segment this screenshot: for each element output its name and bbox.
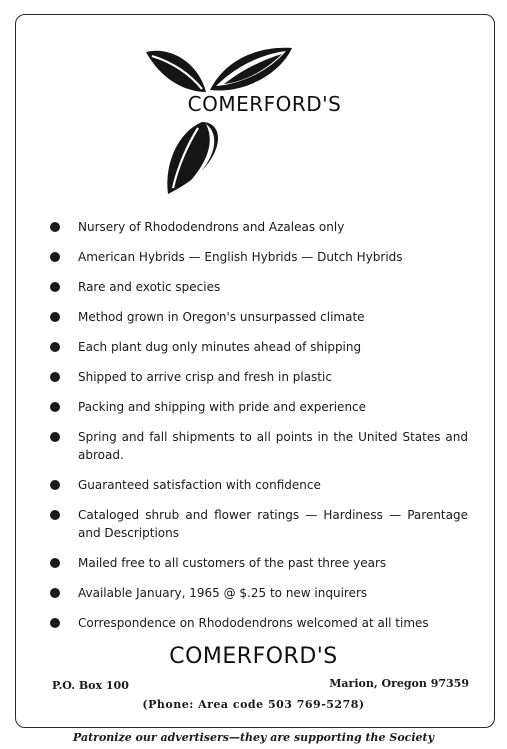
city-address: Marion, Oregon 97359 [329,677,469,690]
feature-item [48,614,468,632]
bullet-icon [50,402,60,412]
footer-note: Patronize our advertisers—they are supporting the Society [72,731,435,744]
bullet-icon [50,282,60,292]
feature-text: Correspondence on Rhododendrons welcomed at all times [78,616,429,630]
feature-item [48,338,468,356]
bullet-icon [50,618,60,628]
feature-text: Cataloged shrub and flower ratings — Hardiness — Parentage and Descriptions [78,508,468,540]
bullet-icon [50,222,60,232]
feature-item [48,554,468,572]
bullet-icon [50,252,60,262]
bullet-icon [50,432,60,442]
phone-number: (Phone: Area code 503 769-5278) [142,698,365,711]
feature-text: Guaranteed satisfaction with confidence [78,478,321,492]
bullet-icon [50,342,60,352]
three-leaf-logo-icon [140,40,300,200]
feature-item [48,584,468,602]
bullet-icon [50,510,60,520]
feature-text: Packing and shipping with pride and experience [78,400,367,414]
brand-name-footer: COMERFORD'S [169,644,338,669]
feature-text: Spring and fall shipments to all points in the United States and abroad. [78,430,468,462]
po-box-address: P.O. Box 100 [52,679,129,692]
feature-item [48,308,468,326]
feature-text: Method grown in Oregon's unsurpassed climate [78,310,365,324]
bullet-icon [50,558,60,568]
feature-text: American Hybrids — English Hybrids — Dutch Hybrids [78,250,403,264]
feature-item [48,398,468,416]
brand-name-header: COMERFORD'S [187,92,342,116]
bullet-icon [50,588,60,598]
bullet-icon [50,372,60,382]
feature-text: Available January, 1965 @ $.25 to new inquirers [78,586,368,600]
feature-item [48,476,468,494]
feature-list [48,218,468,644]
feature-item [48,506,468,542]
feature-text: Each plant dug only minutes ahead of shipping [78,340,362,354]
feature-item [48,428,468,464]
feature-text: Shipped to arrive crisp and fresh in plastic [78,370,332,384]
feature-item [48,248,468,266]
feature-item [48,368,468,386]
feature-text: Rare and exotic species [78,280,221,294]
feature-text: Nursery of Rhododendrons and Azaleas only [78,220,345,234]
bullet-icon [50,480,60,490]
feature-item [48,278,468,296]
bullet-icon [50,312,60,322]
feature-item [48,218,468,236]
feature-text: Mailed free to all customers of the past three years [78,556,387,570]
